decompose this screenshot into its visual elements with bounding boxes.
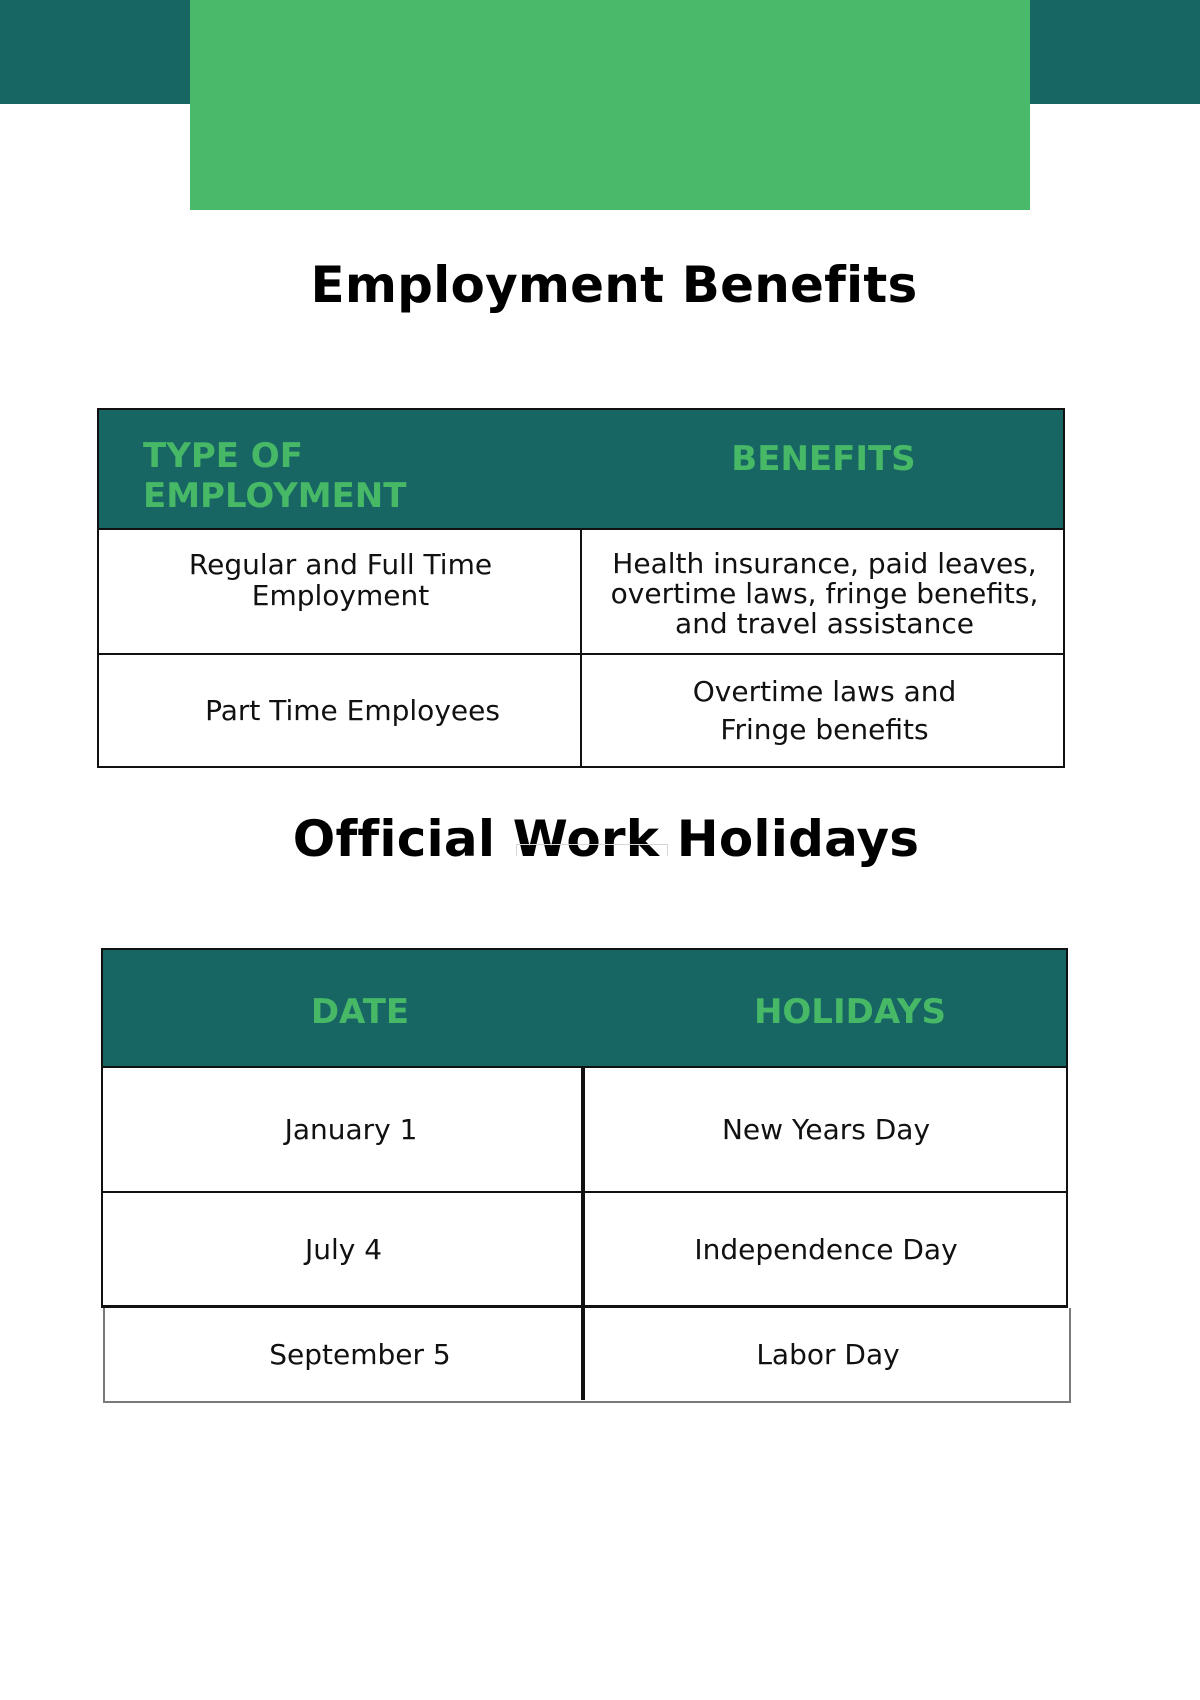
employment-type-cell	[99, 528, 582, 654]
holidays-table	[101, 948, 1068, 1404]
cell-text-line: and travel assistance	[675, 607, 974, 640]
holiday-cell: Labor Day	[756, 1338, 900, 1371]
cell-text-line: Part Time Employees	[205, 694, 500, 727]
date-cell: July 4	[304, 1232, 383, 1266]
benefits-table-header	[99, 410, 1063, 530]
column-divider	[580, 528, 582, 766]
column-header-type-of-employment: TYPE OF EMPLOYMENT	[143, 436, 407, 516]
benefits-cell	[584, 528, 1065, 654]
employment-type-cell	[111, 655, 594, 766]
decorative-faint-box	[516, 844, 668, 856]
benefits-table	[97, 408, 1065, 768]
cell-text-line: Employment	[251, 579, 430, 612]
column-divider	[581, 1066, 585, 1400]
benefits-cell	[584, 655, 1065, 766]
date-cell: January 1	[284, 1112, 418, 1146]
header-green-banner	[190, 0, 1030, 210]
holiday-cell: New Years Day	[721, 1112, 931, 1146]
cell-text-line: Regular and Full Time	[188, 548, 493, 581]
column-header-benefits: BENEFITS	[731, 439, 916, 479]
cell-text-line: overtime laws, fringe benefits,	[610, 577, 1039, 610]
holidays-table-header	[101, 948, 1068, 1068]
column-header-holidays: HOLIDAYS	[753, 992, 947, 1032]
date-cell: September 5	[269, 1338, 451, 1371]
page-title-employment-benefits: Employment Benefits	[310, 256, 918, 314]
column-header-date: DATE	[310, 992, 410, 1032]
page-title-official-work-holidays: Official Work Holidays	[292, 810, 920, 868]
holiday-cell: Independence Day	[694, 1232, 958, 1266]
cell-text-line: Health insurance, paid leaves,	[612, 547, 1037, 580]
table-row	[103, 1308, 1071, 1403]
cell-text-line: Fringe benefits	[720, 712, 929, 746]
cell-text-line: Overtime laws and	[692, 674, 957, 708]
